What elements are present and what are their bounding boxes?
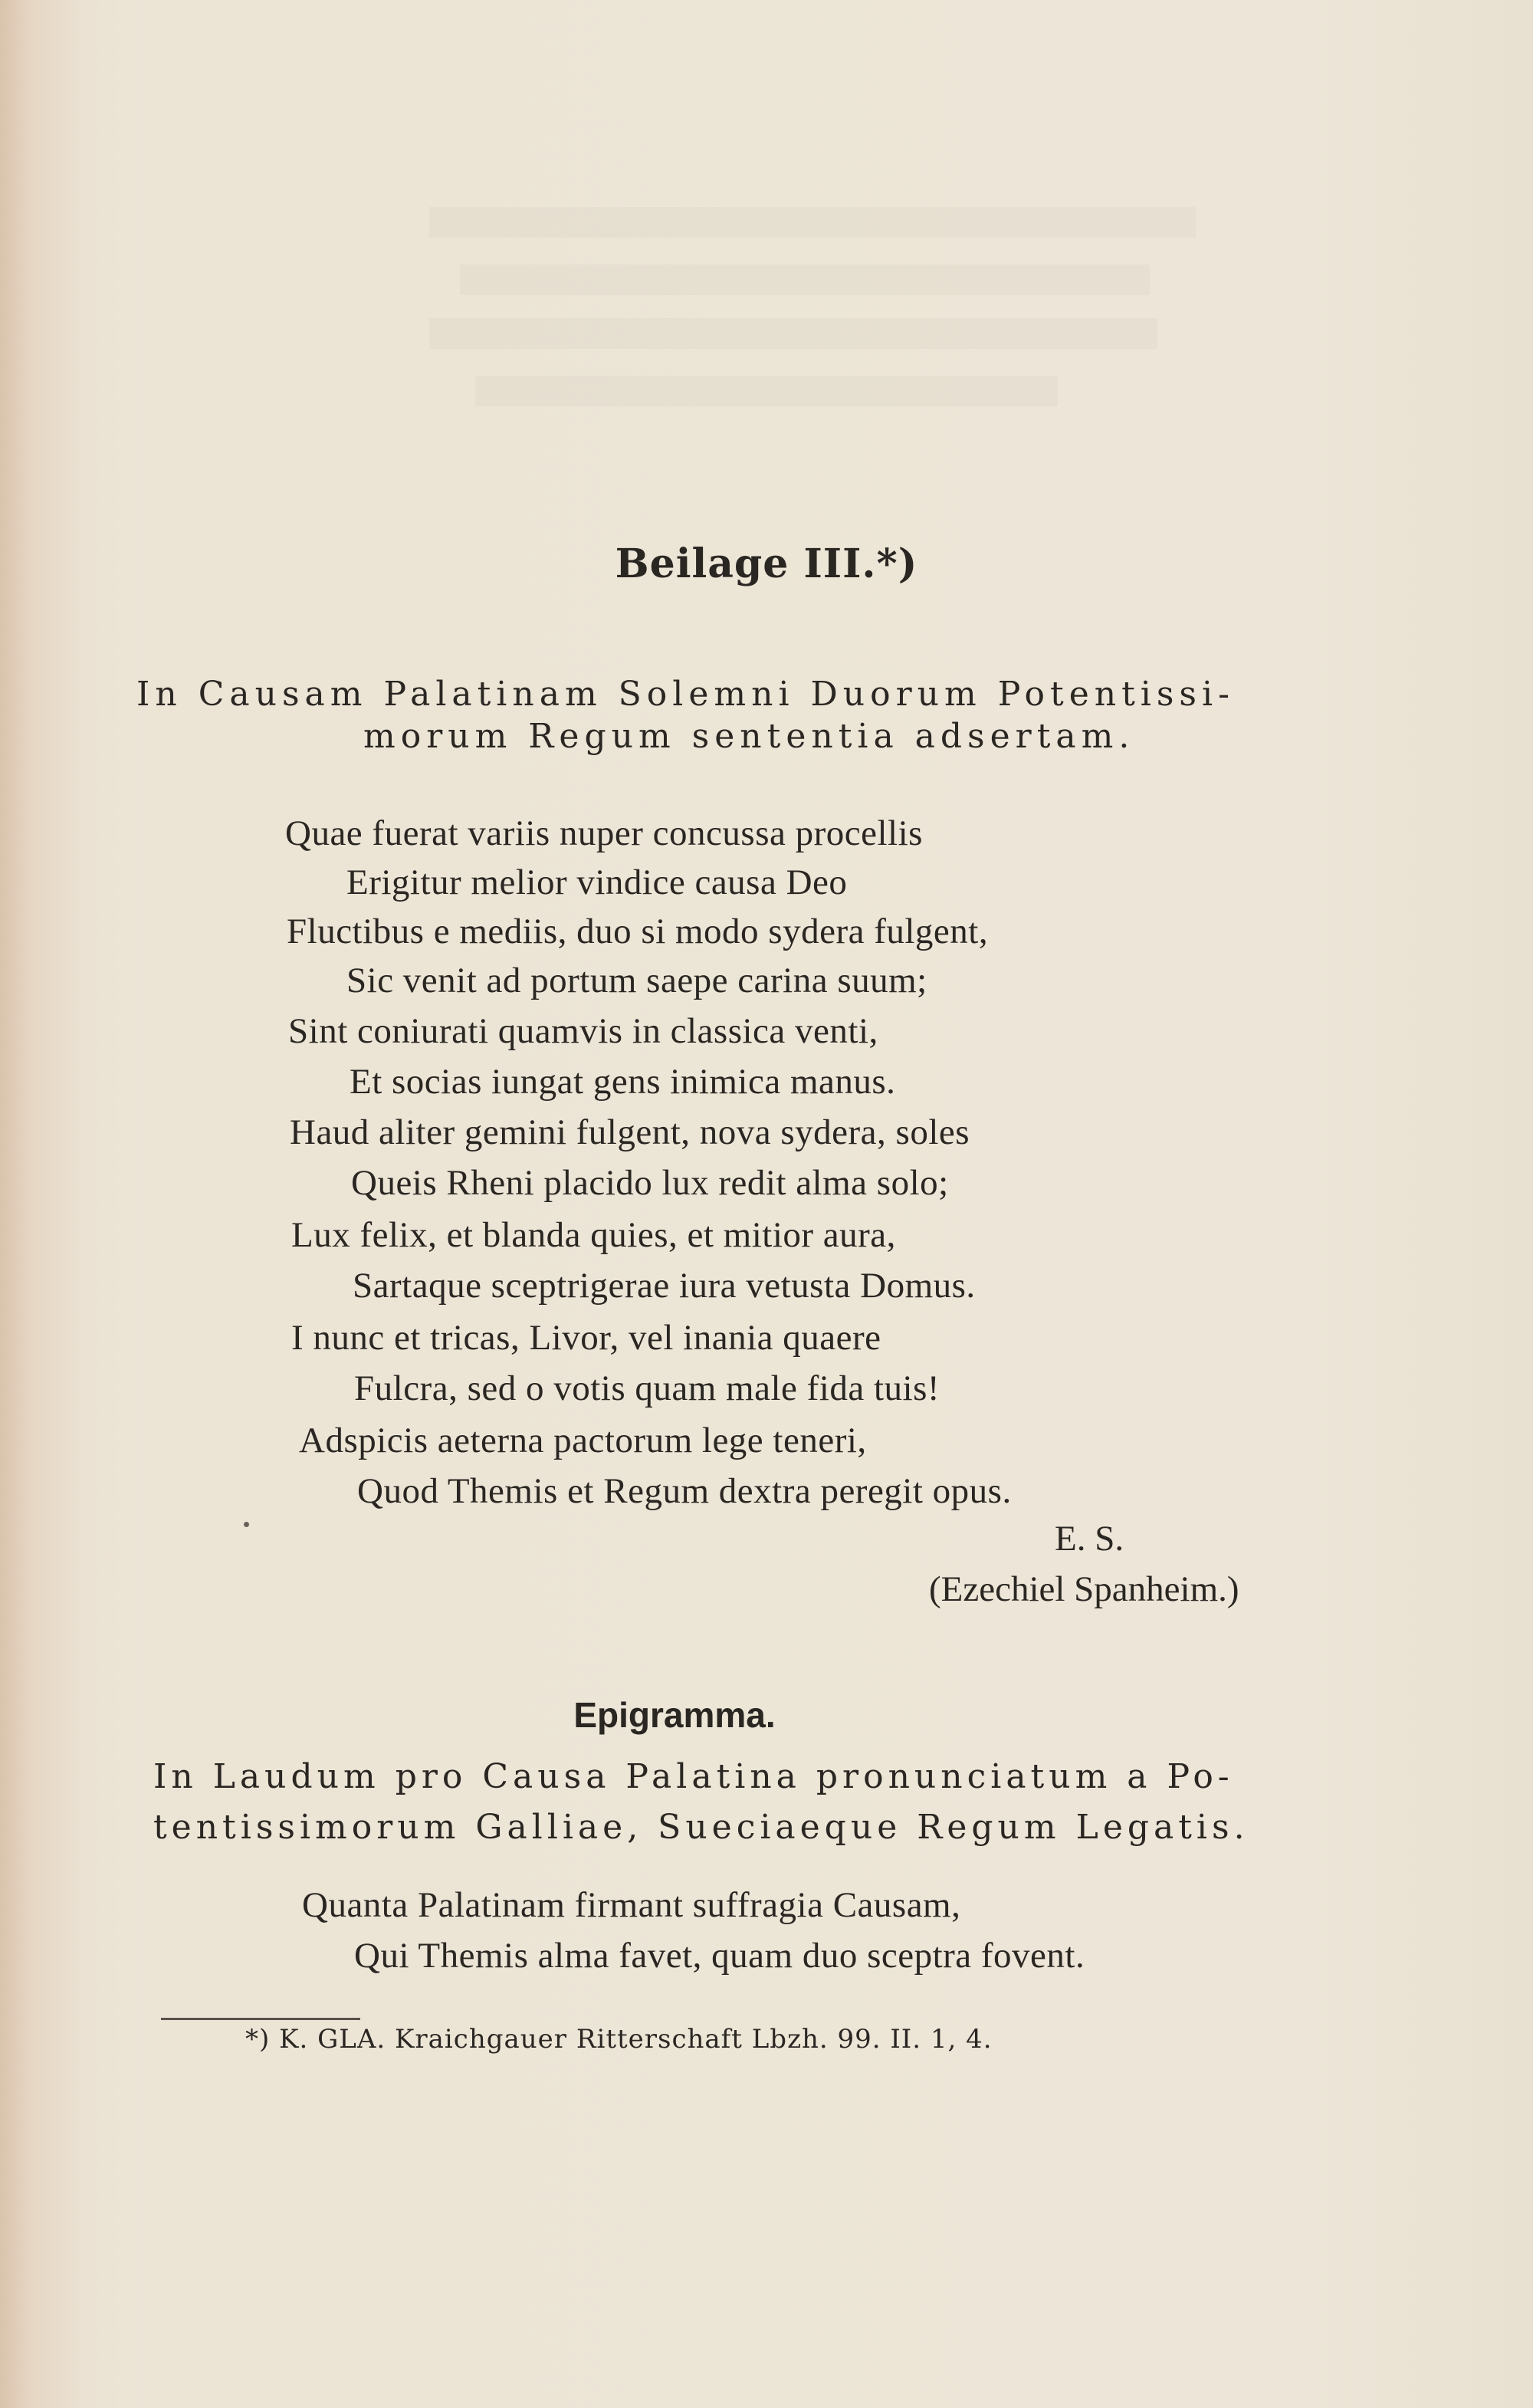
epigram-verse-line-2: Qui Themis alma favet, quam duo sceptra fovent. [354, 1936, 1085, 1976]
verse-line-4: Sic venit ad portum saepe carina suum; [346, 961, 927, 1000]
signature-initials: E. S. [1055, 1519, 1124, 1559]
ink-speck [244, 1522, 249, 1527]
footnote: *) K. GLA. Kraichgauer Ritterschaft Lbzh. 99. II. 1, 4. [245, 2024, 993, 2055]
verse-line-7: Haud aliter gemini fulgent, nova sydera, soles [290, 1112, 970, 1152]
epigram-subtitle-line-2: tentissimorum Galliae, Sueciaeque Regum Legatis. [153, 1808, 1249, 1847]
signature-name: (Ezechiel Spanheim.) [929, 1569, 1239, 1609]
epigram-subtitle-line-1: In Laudum pro Causa Palatina pronunciatum a Po- [153, 1757, 1234, 1796]
footnote-divider [161, 2018, 360, 2020]
bleed-through-line [475, 376, 1058, 406]
page-heading: Beilage III.*) [615, 540, 918, 587]
verse-line-8: Queis Rheni placido lux redit alma solo; [351, 1163, 949, 1203]
verse-line-12: Fulcra, sed o votis quam male fida tuis! [354, 1368, 940, 1408]
subtitle-line-2: morum Regum sententia adsertam. [363, 717, 1135, 756]
verse-line-13: Adspicis aeterna pactorum lege teneri, [299, 1421, 867, 1460]
epigram-verse-line-1: Quanta Palatinam firmant suffragia Causam, [302, 1885, 961, 1925]
verse-line-9: Lux felix, et blanda quies, et mitior aura, [291, 1215, 896, 1255]
verse-line-1: Quae fuerat variis nuper concussa procellis [285, 813, 923, 853]
epigram-title: Epigramma. [573, 1695, 776, 1735]
bleed-through-line [460, 264, 1150, 295]
verse-line-3: Fluctibus e mediis, duo si modo sydera fulgent, [287, 912, 989, 951]
verse-line-6: Et socias iungat gens inimica manus. [350, 1062, 896, 1102]
bleed-through-line [429, 318, 1157, 349]
verse-line-11: I nunc et tricas, Livor, vel inania quaere [291, 1318, 881, 1358]
verse-line-2: Erigitur melior vindice causa Deo [346, 862, 848, 902]
verse-line-10: Sartaque sceptrigerae iura vetusta Domus. [353, 1266, 976, 1306]
verse-line-5: Sint coniurati quamvis in classica venti, [288, 1011, 878, 1051]
verse-line-14: Quod Themis et Regum dextra peregit opus. [357, 1471, 1012, 1511]
subtitle-line-1: In Causam Palatinam Solemni Duorum Potentissi- [136, 675, 1235, 714]
bleed-through-line [429, 207, 1196, 238]
